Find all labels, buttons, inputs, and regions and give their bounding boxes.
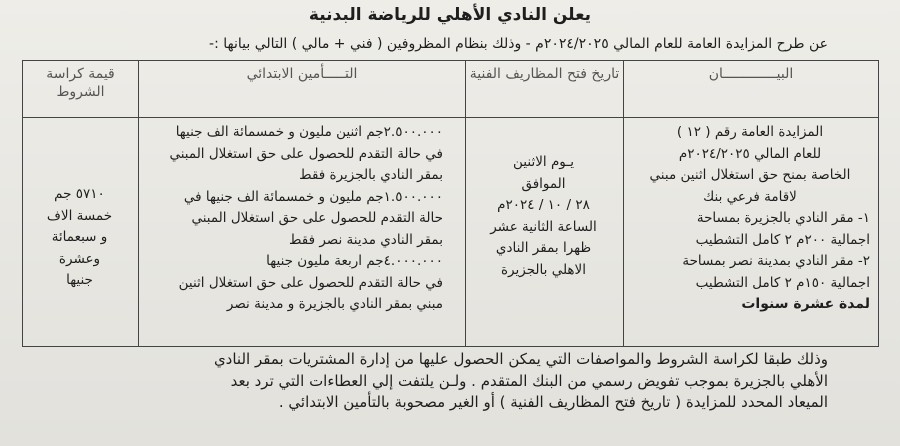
price-line: خمسة الاف [46,207,113,224]
statement-line: ٢- مقر النادي بمدينة نصر بمساحة [682,253,870,269]
price-line: جنيها [66,272,93,288]
header-opening-date: تاريخ فتح المظاريف الفنية [466,61,624,118]
price-line: و سبعمائة وعشرة [51,229,108,267]
header-conditions-price: قيمة كراسة الشروط [23,61,139,118]
cell-statement [624,118,879,347]
insurance-line: ١.٥٠٠.٠٠٠جم مليون و خمسمائة الف جنيها في [183,188,443,205]
insurance-line: بمقر النادي بالجزيرة فقط [299,167,443,183]
header-initial-insurance: التـــــأمين الابتدائي [139,61,466,118]
table-header-row [23,61,879,118]
statement-line: المزايدة العامة رقم ( ١٢ ) [676,124,824,140]
opening-line: الاهلي بالجزيرة [500,261,586,278]
statement-line: ١- مقر النادي بالجزيرة بمساحة [696,210,870,226]
cell-conditions-price [23,118,139,347]
price-line: ٥٧١٠ جم [54,186,105,202]
insurance-line: ٤.٠٠٠.٠٠٠جم اربعة مليون جنيها [266,253,443,269]
insurance-line: حالة التقدم للحصول على حق استغلال المبني [191,210,443,226]
footer-line: الأهلي بالجزيرة بموجب تفويض رسمي من البنك المتقدم . ولـن يلتفت إلي العطاءات التي ترد بعد [230,371,828,390]
opening-line: ٢٨ / ١٠ / ٢٠٢٤م [497,197,590,213]
insurance-line: بمقر النادي مدينة نصر فقط [288,231,443,248]
opening-line: الموافق [521,175,566,192]
footer-line: الميعاد المحدد للمزايدة ( تاريخ فتح المظاريف الفنية ) أو الغير مصحوبة بالتأمين الابتدائي . [278,393,828,411]
statement-line: اجمالية ١٥٠م ٢ كامل التشطيب [695,274,870,291]
statement-line: للعام المالي ٢٠٢٤/٢٠٢٥م [678,145,822,162]
statement-line: اجمالية ٢٠٠م ٢ كامل التشطيب [695,231,870,248]
cell-initial-insurance [139,118,466,347]
statement-line: لاقامة فرعي بنك [703,188,797,205]
insurance-line: ٢.٥٠٠.٠٠٠جم اثنين مليون و خمسمائة الف جنيها [175,124,443,140]
opening-line: ظهرا بمقر النادي [495,240,592,256]
insurance-line: في حالة التقدم للحصول على حق استغلال اثنين [178,274,443,291]
footer-line: وذلك طبقا لكراسة الشروط والمواصفات التي يمكن الحصول عليها من إدارة المشتريات بمقر النادي [213,350,828,368]
insurance-line: في حالة التقدم للحصول على حق استغلال المبني [169,145,443,162]
announcement-subtitle: عن طرح المزايدة العامة للعام المالي ٢٠٢٤/٢٠٢٥م - وذلك بنظام المظروفين ( فني + مالي ) التالي بيانها :- [209,36,828,52]
table-row [23,118,879,347]
header-statement: البيـــــــــــــان [624,61,879,118]
opening-line: الساعة الثانية عشر [490,218,597,235]
cell-opening-date [466,118,624,347]
statement-line: لمدة عشرة سنوات [741,296,870,312]
auction-table [22,60,879,347]
announcement-title: يعلن النادي الأهلي للرياضة البدنية [308,5,592,25]
opening-line: يـوم الاثنين [513,154,574,170]
footer-notes [64,349,828,414]
statement-line: الخاصة بمنح حق استغلال اثنين مبني [649,167,851,183]
insurance-line: مبني بمقر النادي بالجزيرة و مدينة نصر [226,296,443,312]
